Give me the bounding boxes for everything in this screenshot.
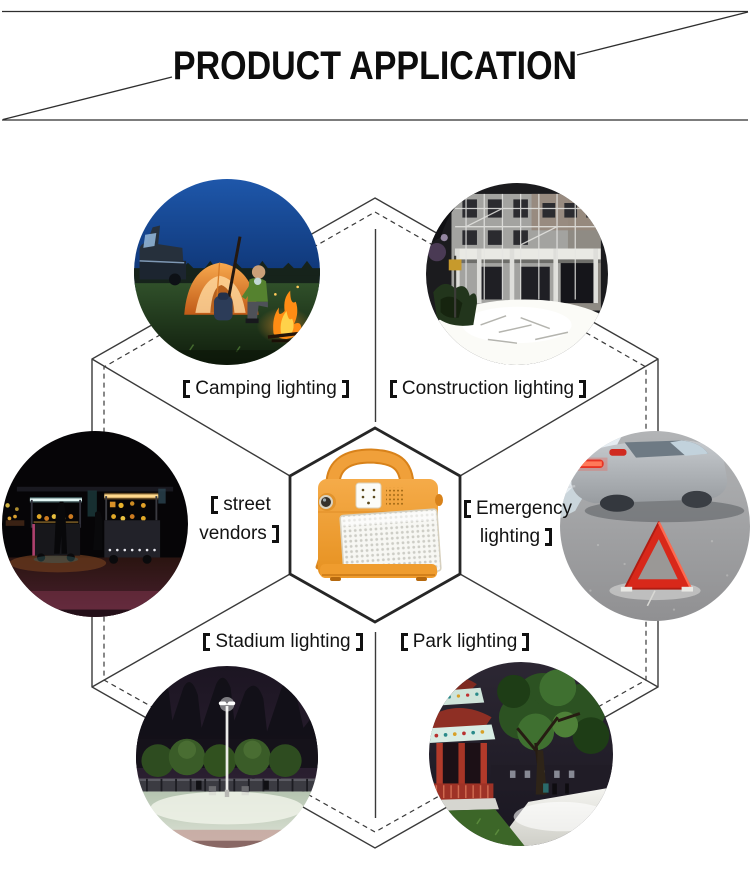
lenticular-bracket-open-icon <box>203 633 210 651</box>
label-text-line1: street <box>223 493 271 515</box>
construction-photo-illustration <box>426 183 608 365</box>
lenticular-bracket-close-icon <box>342 380 349 398</box>
camping-photo-illustration <box>134 179 320 365</box>
emergency-photo-illustration <box>560 431 750 621</box>
label-text: Stadium lighting <box>215 631 351 652</box>
product-knob <box>435 494 443 506</box>
page-title: PRODUCT APPLICATION <box>172 44 578 88</box>
lenticular-bracket-open-icon <box>401 633 408 651</box>
label-camping-lighting <box>161 377 371 401</box>
label-stadium-lighting <box>181 630 385 654</box>
construction-photo <box>426 183 608 365</box>
lenticular-bracket-open-icon <box>390 380 397 398</box>
product-flashlight <box>318 493 336 511</box>
lenticular-bracket-close-icon <box>272 525 279 543</box>
lenticular-bracket-open-icon <box>211 496 218 514</box>
product-socket <box>356 483 381 508</box>
stadium-photo <box>136 666 318 848</box>
label-text-line1: Emergency <box>475 498 573 519</box>
label-text-line2: lighting <box>479 526 541 547</box>
label-text-line2: vendors <box>199 522 267 544</box>
label-emergency-lighting <box>452 495 582 551</box>
park-photo <box>429 662 613 846</box>
label-street-vendors <box>180 490 300 548</box>
lenticular-bracket-close-icon <box>545 528 552 546</box>
product-speaker <box>386 487 405 507</box>
lenticular-bracket-close-icon <box>522 633 529 651</box>
park-photo-illustration <box>429 662 613 846</box>
label-text: Camping lighting <box>195 378 337 399</box>
street-vendors-photo <box>2 431 188 617</box>
camping-photo <box>134 179 320 365</box>
label-text: Park lighting <box>412 631 518 652</box>
lenticular-bracket-close-icon <box>356 633 363 651</box>
label-construction-lighting <box>375 377 601 401</box>
stadium-photo-illustration <box>136 666 318 848</box>
label-park-lighting <box>373 630 557 654</box>
lenticular-bracket-open-icon <box>183 380 190 398</box>
emergency-photo <box>560 431 750 621</box>
lenticular-bracket-open-icon <box>464 500 471 518</box>
label-text: Construction lighting <box>401 378 575 399</box>
lenticular-bracket-close-icon <box>579 380 586 398</box>
street-vendors-photo-illustration <box>2 431 188 617</box>
building-scaffolding <box>451 194 600 310</box>
